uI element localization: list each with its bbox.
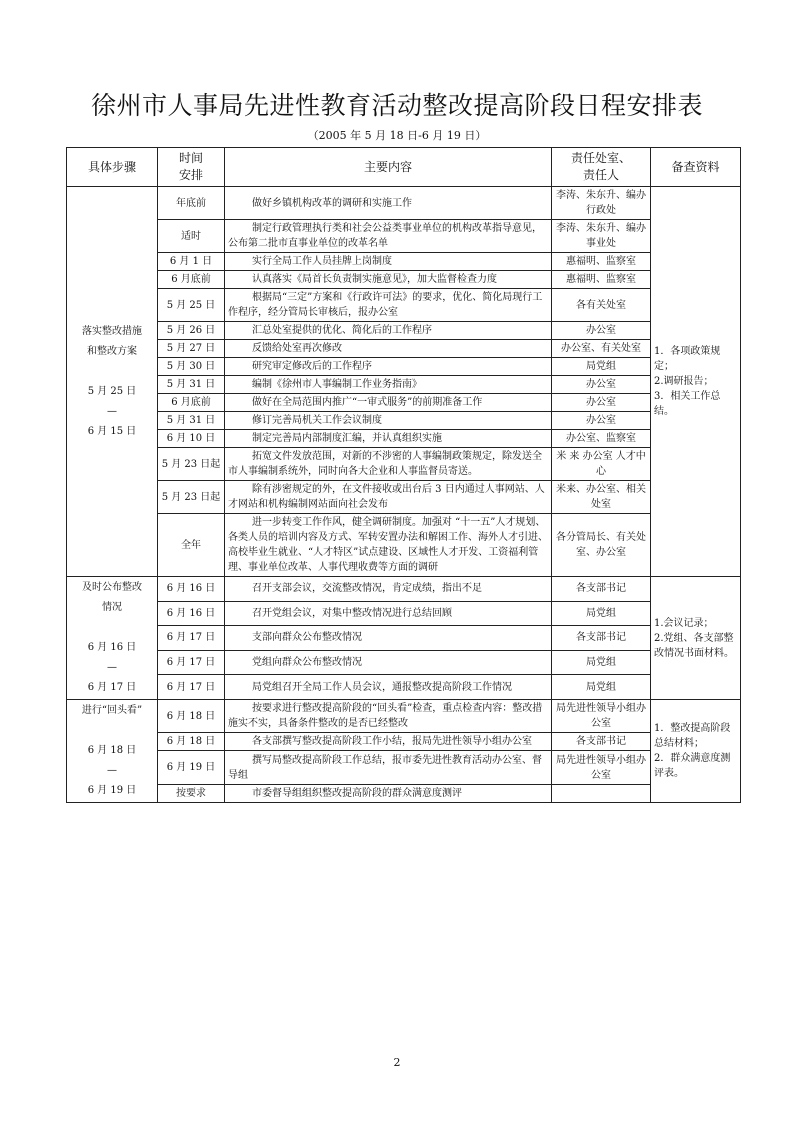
person-cell: 惠福明、监察室 xyxy=(552,271,651,289)
time-cell: 6 月 19 日 xyxy=(158,751,225,784)
content-text: 反馈给处室再次修改 xyxy=(252,343,342,354)
content-cell xyxy=(225,220,552,253)
step-date-start: 5 月 25 日 xyxy=(87,385,137,397)
content-cell xyxy=(225,358,552,376)
step-title-line2: 情况 xyxy=(102,602,122,613)
person-cell: 局党组 xyxy=(552,650,651,675)
content-text: 制定完善局内部制度汇编，并认真组织实施 xyxy=(252,433,442,444)
time-cell: 5 月 25 日 xyxy=(158,289,225,322)
docs-cell xyxy=(651,700,741,803)
table-row xyxy=(67,784,741,802)
time-cell: 6 月 17 日 xyxy=(158,675,225,700)
step-text xyxy=(70,701,154,801)
header-docs: 备查资料 xyxy=(651,148,741,187)
person-cell xyxy=(552,784,651,802)
content-text: 局党组召开全局工作人员会议，通报整改提高阶段工作情况 xyxy=(252,681,512,693)
person-cell: 办公室、有关处室 xyxy=(552,340,651,358)
content-text: 各支部撰写整改提高阶段工作小结，报局先进性领导小组办公室 xyxy=(252,736,532,748)
time-cell: 5 月 23 日起 xyxy=(158,448,225,481)
person-cell: 各支部书记 xyxy=(552,577,651,602)
content-cell xyxy=(225,187,552,220)
spacer xyxy=(70,362,154,382)
step-title-line1: 落实整改措施 xyxy=(82,325,142,337)
table-row xyxy=(67,358,741,376)
person-cell: 办公室 xyxy=(552,322,651,340)
step-cell xyxy=(67,187,158,577)
time-cell: 年底前 xyxy=(158,187,225,220)
step-date-dash: — xyxy=(107,405,117,417)
table-row xyxy=(67,577,741,602)
table-row xyxy=(67,394,741,412)
time-cell: 6 月底前 xyxy=(158,394,225,412)
content-cell xyxy=(225,514,552,577)
person-cell: 局党组 xyxy=(552,675,651,700)
time-cell: 6 月 1 日 xyxy=(158,253,225,271)
page-number: 2 xyxy=(393,1056,401,1069)
content-cell xyxy=(225,376,552,394)
content-cell xyxy=(225,412,552,430)
step-cell xyxy=(67,700,158,803)
content-cell xyxy=(225,430,552,448)
content-text: 市委督导组组织整改提高阶段的群众满意度测评 xyxy=(252,787,462,799)
time-cell: 全年 xyxy=(158,514,225,577)
table-row xyxy=(67,340,741,358)
content-cell xyxy=(225,601,552,626)
content-cell xyxy=(225,751,552,784)
docs-line: 3．相关工作总结。 xyxy=(654,391,721,417)
time-cell: 6 月 18 日 xyxy=(158,700,225,733)
header-person xyxy=(552,148,651,187)
content-text: 支部向群众公布整改情况 xyxy=(252,632,362,644)
table-row xyxy=(67,675,741,700)
content-text: 修订完善局机关工作会议制度 xyxy=(252,415,382,426)
schedule-table xyxy=(66,147,741,803)
person-cell: 各支部书记 xyxy=(552,733,651,751)
content-cell xyxy=(225,322,552,340)
person-cell: 李涛、朱东升、编办事业处 xyxy=(552,220,651,253)
content-cell xyxy=(225,577,552,602)
step-text xyxy=(70,322,154,442)
table-row xyxy=(67,448,741,481)
content-text: 党组向群众公布整改情况 xyxy=(252,657,362,669)
time-cell: 6 月 16 日 xyxy=(158,577,225,602)
step-date-dash: — xyxy=(107,765,117,776)
person-cell: 局党组 xyxy=(552,601,651,626)
content-text: 召开党组会议，对集中整改情况进行总结回顾 xyxy=(252,607,452,619)
header-step: 具体步骤 xyxy=(67,148,158,187)
time-cell: 按要求 xyxy=(158,784,225,802)
time-cell: 6 月 18 日 xyxy=(158,733,225,751)
person-cell: 办公室 xyxy=(552,394,651,412)
content-text: 撰写局整改提高阶段工作总结，报市委先进性教育活动办公室、督导组 xyxy=(228,754,542,781)
step-date-end: 6 月 15 日 xyxy=(87,425,137,437)
step-text xyxy=(70,578,154,698)
header-content: 主要内容 xyxy=(225,148,552,187)
content-cell xyxy=(225,675,552,700)
step-cell xyxy=(67,577,158,700)
content-text: 根据局“三定”方案和《行政许可法》的要求，优化、简化局现行工作程序，经分管局长审核后，报办公室 xyxy=(228,292,543,318)
docs-line: 1．各项政策规定； xyxy=(654,346,721,372)
content-cell xyxy=(225,394,552,412)
page-title: 徐州市人事局先进性教育活动整改提高阶段日程安排表 xyxy=(90,91,703,120)
content-cell xyxy=(225,784,552,802)
time-cell: 5 月 30 日 xyxy=(158,358,225,376)
content-text: 拓宽文件发放范围，对新的不涉密的人事编制政策规定，除发送全市人事编制系统外，同时向各大企业和人事监督员寄送。 xyxy=(228,451,542,477)
table-row xyxy=(67,430,741,448)
content-cell xyxy=(225,626,552,651)
docs-cell xyxy=(651,577,741,700)
person-cell: 各分管局长、有关处室、办公室 xyxy=(552,514,651,577)
table-row xyxy=(67,187,741,220)
step-date-start: 6 月 16 日 xyxy=(87,642,137,653)
content-cell xyxy=(225,448,552,481)
content-text: 编制《徐州市人事编制工作业务指南》 xyxy=(252,379,422,390)
time-cell: 6 月底前 xyxy=(158,271,225,289)
table-row xyxy=(67,412,741,430)
person-cell: 办公室 xyxy=(552,412,651,430)
content-text: 实行全局工作人员挂牌上岗制度 xyxy=(252,256,392,267)
content-cell xyxy=(225,700,552,733)
time-cell: 5 月 23 日起 xyxy=(158,481,225,514)
content-text: 进一步转变工作作风，健全调研制度。加强对 “十一五”人才规划、各类人员的培训内容及方式、军转安置办法和解困工作、海外人才引进、高校毕业生就业、“人才特区”试点建设、区域性人才开发、工资福利管理、事业单位改革、人事代理收费等方面的调研 xyxy=(228,517,548,573)
header-time-line1: 时间 xyxy=(178,151,203,165)
person-cell: 米来、办公室、相关处室 xyxy=(552,481,651,514)
table-row xyxy=(67,322,741,340)
content-text: 召开支部会议，交流整改情况，肯定成绩，指出不足 xyxy=(252,583,482,595)
content-text: 研究审定修改后的工作程序 xyxy=(252,361,372,372)
step-date-start: 6 月 18 日 xyxy=(87,745,137,756)
step-title-line1: 及时公布整改 xyxy=(82,582,142,593)
table-row xyxy=(67,700,741,733)
person-cell: 李涛、朱东升、编办行政处 xyxy=(552,187,651,220)
content-cell xyxy=(225,733,552,751)
step-title-line1: 进行“回头看” xyxy=(81,705,143,716)
schedule-body xyxy=(67,187,741,803)
content-text: 做好乡镇机构改革的调研和实施工作 xyxy=(252,197,412,209)
content-text: 汇总处室提供的优化、简化后的工作程序 xyxy=(252,325,432,336)
header-person-line1: 责任处室、 xyxy=(570,151,631,165)
time-cell: 6 月 17 日 xyxy=(158,650,225,675)
time-cell: 适时 xyxy=(158,220,225,253)
person-cell: 各支部书记 xyxy=(552,626,651,651)
step-date-end: 6 月 19 日 xyxy=(87,785,137,796)
person-cell: 惠福明、监察室 xyxy=(552,253,651,271)
step-title-line2: 和整改方案 xyxy=(87,345,137,357)
person-cell: 局先进性领导小组办公室 xyxy=(552,700,651,733)
time-cell: 6 月 17 日 xyxy=(158,626,225,651)
docs-cell xyxy=(651,187,741,577)
time-cell: 5 月 27 日 xyxy=(158,340,225,358)
table-row xyxy=(67,376,741,394)
time-cell: 5 月 31 日 xyxy=(158,412,225,430)
docs-line: 2.调研报告； xyxy=(654,376,714,387)
spacer xyxy=(70,618,154,638)
table-row xyxy=(67,626,741,651)
person-cell: 局党组 xyxy=(552,358,651,376)
person-cell: 办公室 xyxy=(552,376,651,394)
table-row xyxy=(67,481,741,514)
time-cell: 5 月 26 日 xyxy=(158,322,225,340)
spacer xyxy=(70,721,154,741)
time-cell: 6 月 16 日 xyxy=(158,601,225,626)
header-person-line2: 责任人 xyxy=(582,168,619,182)
table-header-row xyxy=(67,148,741,187)
content-text: 按要求进行整改提高阶段的“回头看”检查，重点检查内容：整改措施实不实，具备条件整改的是否已经整改 xyxy=(228,703,543,730)
person-cell: 办公室、监察室 xyxy=(552,430,651,448)
header-time xyxy=(158,148,225,187)
table-row xyxy=(67,220,741,253)
step-date-end: 6 月 17 日 xyxy=(87,682,137,693)
content-cell xyxy=(225,271,552,289)
content-cell xyxy=(225,481,552,514)
content-cell xyxy=(225,289,552,322)
table-row xyxy=(67,733,741,751)
step-date-dash: — xyxy=(107,662,117,673)
person-cell: 米 来 办公室 人才中心 xyxy=(552,448,651,481)
table-row xyxy=(67,751,741,784)
content-text: 制定行政管理执行类和社会公益类事业单位的机构改革指导意见，公布第二批市直事业单位的改革名单 xyxy=(228,223,542,249)
table-row xyxy=(67,514,741,577)
content-text: 做好在全局范围内推广“一审式服务”的前期准备工作 xyxy=(252,397,483,408)
content-text: 除有涉密规定的外，在文件接收或出台后 3 日内通过人事网站、人才网站和机构编制网站面向社会发布 xyxy=(228,484,545,510)
table-row xyxy=(67,601,741,626)
docs-line: 2．群众满意度测评表。 xyxy=(654,753,731,779)
docs-line: 1.会议记录； xyxy=(654,617,714,629)
table-row xyxy=(67,650,741,675)
table-row xyxy=(67,271,741,289)
header-time-line2: 安排 xyxy=(178,168,203,182)
date-range-subtitle: （2005 年 5 月 18 日-6 月 19 日） xyxy=(307,129,487,142)
table-row xyxy=(67,253,741,271)
person-cell: 各有关处室 xyxy=(552,289,651,322)
table-row xyxy=(67,289,741,322)
content-text: 认真落实《局首长负责制实施意见》，加大监督检查力度 xyxy=(252,274,497,285)
content-cell xyxy=(225,253,552,271)
content-cell xyxy=(225,650,552,675)
content-cell xyxy=(225,340,552,358)
docs-line: 1．整改提高阶段总结材料； xyxy=(654,723,731,749)
time-cell: 5 月 31 日 xyxy=(158,376,225,394)
time-cell: 6 月 10 日 xyxy=(158,430,225,448)
person-cell: 局先进性领导小组办公室 xyxy=(552,751,651,784)
docs-line: 2.党组、各支部整改情况书面材料。 xyxy=(654,632,734,659)
